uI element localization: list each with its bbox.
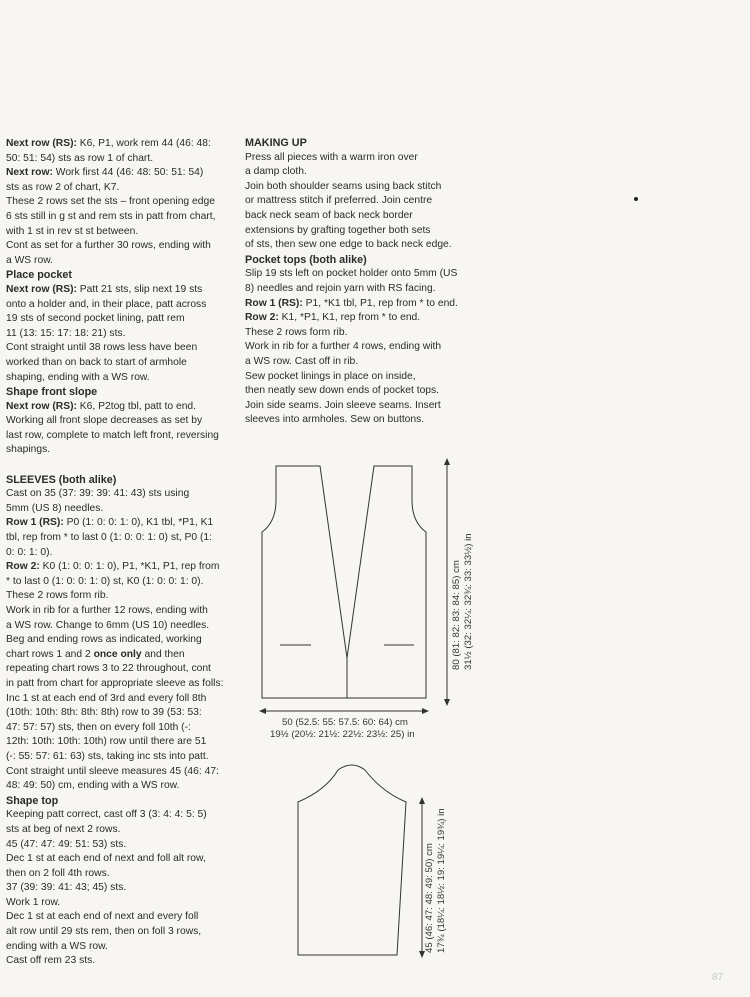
text-line: Sew pocket linings in place on inside, [245, 370, 416, 382]
text-line: Dec 1 st at each end of next and foll alt row, [6, 853, 206, 865]
text-line: 11 (13: 15: 17: 18: 21) sts. [6, 327, 126, 339]
text-line: Next row (RS): K6, P1, work rem 44 (46: 48: [6, 138, 211, 149]
text-line: Dec 1 st at each end of next and every foll [6, 911, 199, 923]
sleeve-length-cm-label: 45 (46: 47: 48: 49: 50) cm [424, 843, 435, 953]
text-line: 6 sts still in g st and rem sts in patt from chart, [6, 210, 216, 222]
vest-height-in-label: 31½ (32: 32¼: 32¾: 33: 33½) in [463, 533, 474, 670]
text-line: Beg and ending rows as indicated, working [6, 634, 202, 646]
text-line: Join side seams. Join sleeve seams. Insert [245, 399, 441, 411]
text-line: shapings. [6, 444, 51, 456]
text-line: These 2 rows form rib. [245, 326, 348, 338]
text-line: a WS row. Cast off in rib. [245, 355, 359, 367]
vest-height-cm-label: 80 (81: 82: 83: 84: 85) cm [451, 560, 462, 670]
text-line: 37 (39: 39: 41: 43; 45) sts. [6, 882, 127, 894]
page-number: 87 [712, 972, 724, 983]
text-line: Next row: Work first 44 (46: 48: 50: 51: 54) [6, 167, 204, 179]
text-line: onto a holder and, in their place, patt across [6, 298, 207, 310]
pocket-tops-heading: Pocket tops (both alike) [245, 253, 367, 266]
text-line: alt row until 29 sts rem, then on foll 3 rows, [6, 926, 202, 938]
text-line: Join both shoulder seams using back stitch [245, 180, 442, 192]
text-line: sleeves into armholes. Sew on buttons. [245, 414, 425, 426]
text-line: Next row (RS): Patt 21 sts, slip next 19 sts [6, 283, 203, 295]
text-line: in patt from chart for appropriate sleeve as folls: [6, 677, 224, 689]
text-line: Press all pieces with a warm iron over [245, 151, 418, 163]
text-line: Work 1 row. [6, 896, 61, 908]
text-line: 48: 49: 50) cm, ending with a WS row. [6, 780, 180, 792]
text-line: 8) needles and rejoin yarn with RS facing. [245, 282, 436, 294]
text-line: Row 2: K0 (1: 0: 0: 1: 0), P1, *K1, P1, rep from [6, 561, 220, 573]
text-line: 45 (47: 47: 49: 51: 53) sts. [6, 838, 127, 850]
shape-top-heading: Shape top [6, 794, 59, 807]
text-line: (-: 55: 57: 61: 63) sts, taking inc sts into patt. [6, 750, 209, 762]
text-line: 19 sts of second pocket lining, patt rem [6, 313, 185, 325]
text-line: shaping, ending with a WS row. [6, 371, 150, 383]
text-line: Row 1 (RS): P1, *K1 tbl, P1, rep from * to end. [245, 297, 458, 309]
text-line: then on 2 foll 4th rows. [6, 867, 110, 879]
text-line: Next row (RS): K6, P2tog tbl, patt to end. [6, 400, 197, 412]
text-line: back neck seam of back neck border [245, 209, 413, 221]
text-line: 5mm (US 8) needles. [6, 502, 104, 514]
arrowhead [444, 458, 450, 465]
text-line: extensions by grafting together both sets [245, 224, 431, 236]
text-line: Slip 19 sts left on pocket holder onto 5mm (US [245, 268, 458, 280]
text-line: repeating chart rows 3 to 22 throughout, cont [6, 663, 211, 675]
text-line: These 2 rows form rib. [6, 590, 109, 602]
text-line: 50: 51: 54) sts as row 1 of chart. [6, 152, 154, 164]
text-line: chart rows 1 and 2 once only and then [6, 648, 185, 660]
sleeves-heading: SLEEVES (both alike) [6, 473, 117, 486]
text-line: Work in rib for a further 4 rows, ending with [245, 341, 442, 353]
text-line: Cont straight until 38 rows less have been [6, 342, 198, 354]
shape-front-slope-heading: Shape front slope [6, 386, 98, 399]
making-up-heading: MAKING UP [245, 137, 307, 149]
text-line: Keeping patt correct, cast off 3 (3: 4: 4: 5: 5) [6, 809, 207, 821]
text-line: with 1 st in rev st st between. [6, 225, 139, 237]
text-line: of sts, then sew one edge to back neck edge. [245, 239, 452, 251]
text-line: Cont as set for a further 30 rows, ending with [6, 240, 211, 252]
sleeve-length-in-label: 17¾ (18¼: 18½: 19: 19¼: 19¾) in [436, 808, 447, 953]
text-line: * to last 0 (1: 0: 0: 1: 0) st, K0 (1: 0: 0: 1: 0). [6, 575, 204, 587]
text-line: Cast on 35 (37: 39: 39: 41: 43) sts using [6, 488, 190, 500]
text-line: last row, complete to match left front, reversing [6, 429, 219, 441]
arrowhead [259, 708, 266, 714]
text-line: 47: 57: 57) sts, then on every foll 10th (-: [6, 721, 191, 733]
text-line: 0: 0: 1: 0). [6, 546, 53, 558]
text-line: 12th: 10th: 10th: 10th) row until there are 51 [6, 736, 207, 748]
text-line: ending with a WS row. [6, 940, 108, 952]
text-line: (10th: 10th: 8th: 8th: 8th) row to 39 (53: 53: [6, 707, 202, 719]
sleeve-outline [298, 765, 406, 955]
text-line: a WS row. [6, 254, 53, 266]
text-line: Row 2: K1, *P1, K1, rep from * to end. [245, 312, 421, 324]
text-line: These 2 rows set the sts – front opening edge [6, 196, 215, 208]
text-line: Cont straight until sleeve measures 45 (46: 47: [6, 765, 219, 777]
arrowhead [444, 699, 450, 706]
text-line: or mattress stitch if preferred. Join centre [245, 195, 433, 207]
text-line: Working all front slope decreases as set by [6, 415, 203, 427]
text-line: Row 1 (RS): P0 (1: 0: 0: 1: 0), K1 tbl, *P1, K1 [6, 517, 214, 529]
vest-width-cm-label: 50 (52.5: 55: 57.5: 60: 64) cm [282, 717, 408, 728]
vest-outline [262, 466, 426, 698]
arrowhead [419, 797, 425, 804]
text-line: a WS row. Change to 6mm (US 10) needles. [6, 619, 210, 631]
vest-width-in-label: 19½ (20½: 21½: 22½: 23½: 25) in [270, 729, 415, 740]
text-line: then neatly sew down ends of pocket tops. [245, 385, 440, 397]
text-line: sts at beg of next 2 rows. [6, 823, 121, 835]
place-pocket-heading: Place pocket [6, 269, 73, 282]
text-line: Cast off rem 23 sts. [6, 955, 96, 967]
text-line: Inc 1 st at each end of 3rd and every foll 8th [6, 692, 207, 704]
text-line: Work in rib for a further 12 rows, ending with [6, 605, 208, 616]
text-line: tbl, rep from * to last 0 (1: 0: 0: 1: 0) st, P0 (1: [6, 532, 213, 544]
text-line: sts as row 2 of chart, K7. [6, 181, 120, 193]
text-line: a damp cloth. [245, 166, 307, 178]
text-line: worked than on back to start of armhole [6, 356, 187, 368]
arrowhead [422, 708, 429, 714]
